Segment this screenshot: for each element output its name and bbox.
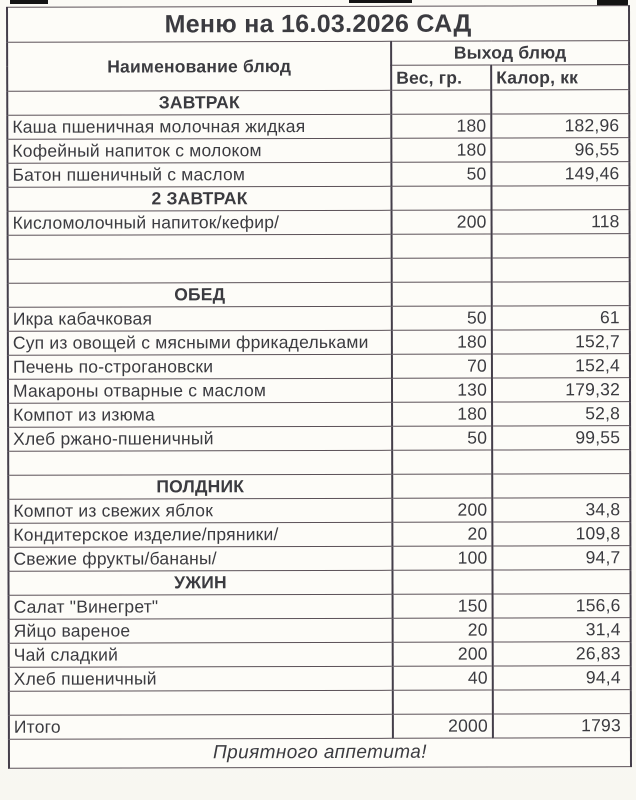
scan-edge-artifact [349,0,412,3]
dish-weight: 20 [392,522,492,546]
dish-weight: 180 [392,330,492,354]
dish-calories: 61 [492,306,630,330]
dish-weight: 100 [392,546,492,570]
section-row [7,186,629,212]
menu-item-row [8,402,630,428]
scan-edge-artifact [10,0,48,4]
menu-item-row [7,114,629,140]
dish-name: Хлеб пшеничный [9,666,393,691]
dish-weight: 150 [393,594,493,618]
column-header-weight: Вес, гр. [391,65,491,90]
dish-name: Печень по-строгановски [8,354,392,379]
dish-calories: 52,8 [492,402,630,426]
dish-name: Свежие фрукты/бананы/ [8,546,392,571]
total-row [9,714,631,740]
dish-calories: 94,4 [493,666,631,690]
dish-calories: 99,55 [492,426,630,450]
dish-weight: 200 [392,498,492,522]
dish-calories: 182,96 [491,114,629,138]
section-row [7,90,629,116]
section-label: ОБЕД [8,282,392,307]
dish-name: Кисломолочный напиток/кефир/ [8,210,392,235]
column-header-calories: Калор, кк [491,65,629,90]
dish-name: Чай сладкий [9,642,393,667]
dish-name: Хлеб ржано-пшеничный [8,426,392,451]
section-label: 2 ЗАВТРАК [7,186,391,211]
empty-row [8,450,630,476]
menu-item-row [8,378,630,404]
section-row [8,282,630,308]
section-label: ЗАВТРАК [7,90,391,115]
page-title: Меню на 16.03.2026 САД [7,6,629,43]
dish-weight: 50 [391,162,491,186]
footer-note: Приятного аппетита! [9,738,631,769]
dish-name: Яйцо вареное [9,618,393,643]
dish-name: Компот из изюма [8,402,392,427]
dish-weight: 20 [393,618,493,642]
total-label: Итого [9,714,393,739]
dish-calories: 31,4 [493,618,631,642]
dish-name: Салат "Винегрет" [9,594,393,619]
empty-row [9,690,631,716]
dish-calories: 34,8 [492,498,630,522]
menu-item-row [8,330,630,356]
menu-item-row [8,498,630,524]
dish-name: Батон пшеничный с маслом [7,162,391,187]
footer-row [9,738,631,769]
menu-item-row [9,666,631,692]
dish-calories: 156,6 [493,594,631,618]
dish-weight: 50 [392,426,492,450]
column-header-name: Наименование блюд [7,41,391,91]
dish-calories: 26,83 [493,642,631,666]
section-row [8,474,630,500]
menu-table-container [6,5,630,769]
menu-item-row [8,522,630,548]
dish-calories: 94,7 [492,546,630,570]
menu-table [6,5,632,769]
dish-weight: 200 [392,210,492,234]
total-weight: 2000 [393,714,493,738]
title-row [7,6,629,43]
dish-name: Кофейный напиток с молоком [7,138,391,163]
dish-calories: 109,8 [492,522,630,546]
header-row [7,41,629,67]
menu-item-row [8,210,630,236]
dish-weight: 180 [391,114,491,138]
section-label: ПОЛДНИК [8,474,392,499]
menu-item-row [8,546,630,572]
menu-item-row [7,138,629,164]
dish-name: Макароны отварные с маслом [8,378,392,403]
menu-item-row [8,354,630,380]
dish-calories: 149,46 [491,162,629,186]
dish-weight: 40 [393,666,493,690]
dish-weight: 50 [392,306,492,330]
dish-name: Каша пшеничная молочная жидкая [7,114,391,139]
dish-name: Кондитерское изделие/пряники/ [8,522,392,547]
dish-weight: 200 [393,642,493,666]
menu-item-row [9,618,631,644]
section-label: УЖИН [8,570,392,595]
empty-row [8,234,630,260]
dish-weight: 130 [392,378,492,402]
dish-name: Компот из свежих яблок [8,498,392,523]
menu-item-row [9,642,631,668]
dish-calories: 96,55 [491,138,629,162]
total-calories: 1793 [493,714,631,738]
menu-item-row [8,426,630,452]
dish-weight: 180 [391,138,491,162]
menu-item-row [8,306,630,332]
dish-weight: 70 [392,354,492,378]
dish-name: Икра кабачковая [8,306,392,331]
section-row [8,570,630,596]
dish-calories: 118 [492,210,630,234]
dish-calories: 152,4 [492,354,630,378]
empty-row [8,258,630,284]
column-header-output-group: Выход блюд [391,41,629,66]
menu-item-row [7,162,629,188]
dish-calories: 179,32 [492,378,630,402]
menu-item-row [9,594,631,620]
dish-name: Суп из овощей с мясными фрикадельками [8,330,392,355]
dish-calories: 152,7 [492,330,630,354]
dish-weight: 180 [392,402,492,426]
